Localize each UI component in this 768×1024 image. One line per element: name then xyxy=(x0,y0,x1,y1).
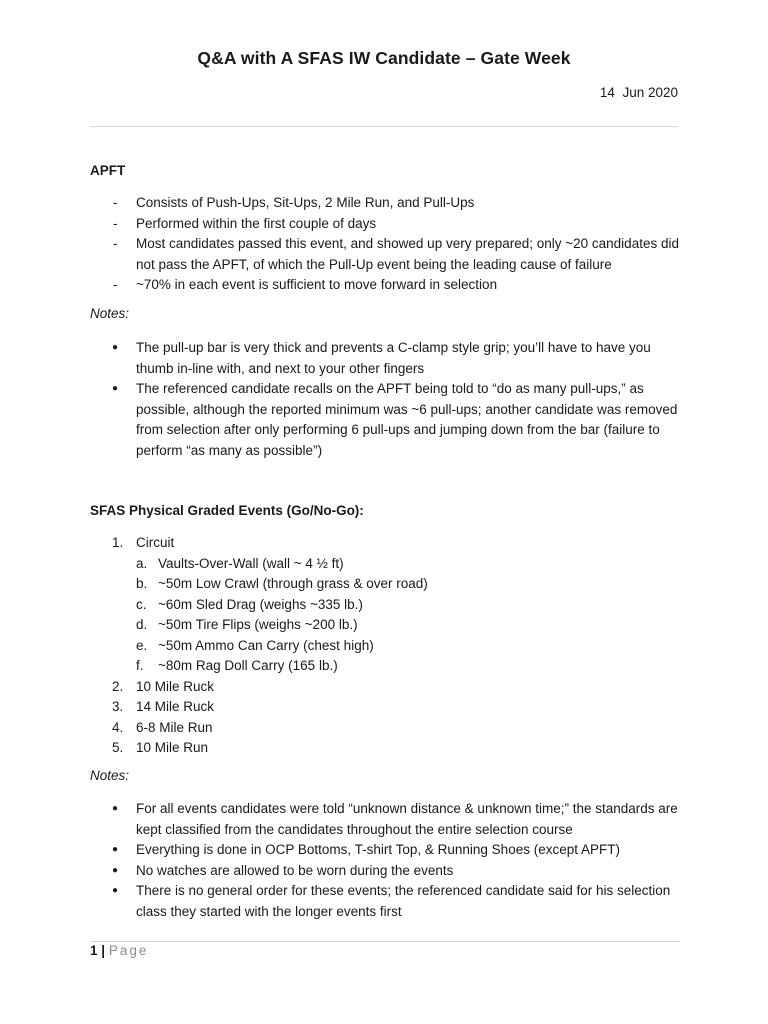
list-item: a. Vaults-Over-Wall (wall ~ 4 ½ ft) xyxy=(136,554,680,575)
page-number: 1 xyxy=(90,943,98,958)
list-item: - ~70% in each event is sufficient to move forward in selection xyxy=(90,275,680,296)
sfas-notes-label: Notes: xyxy=(90,768,130,783)
apft-notes-label: Notes: xyxy=(90,306,130,321)
list-item: - Consists of Push-Ups, Sit-Ups, 2 Mile Run, and Pull-Ups xyxy=(90,193,680,214)
page-footer xyxy=(90,943,148,958)
item-number: 3. xyxy=(112,699,124,714)
apft-list xyxy=(90,193,680,296)
bullet-icon: ● xyxy=(112,844,119,855)
sfas-events-list xyxy=(90,533,680,759)
item-letter: b. xyxy=(136,576,148,591)
list-item: - Most candidates passed this event, and showed up very prepared; only ~20 candidates did not pass the APFT, of which the Pull-Up event being the leading cause of failure xyxy=(113,236,679,272)
item-letter: f. xyxy=(136,658,144,673)
list-item: d. ~50m Tire Flips (weighs ~200 lb.) xyxy=(136,615,680,636)
list-item: 5. 10 Mile Run xyxy=(90,738,680,759)
list-item: 2. 10 Mile Ruck xyxy=(90,677,680,698)
item-number: 5. xyxy=(112,740,124,755)
list-item: ● No watches are allowed to be worn during the events xyxy=(90,861,680,882)
footer-separator: | xyxy=(101,943,106,958)
list-item: ● The referenced candidate recalls on the APFT being told to “do as many pull-ups,” as possible, although the reported minimum was ~6 pull-ups; another candidate was removed from selection after only performing 6 pull-ups and jumping down from the bar (failure to perform “as many as possible”) xyxy=(112,381,678,458)
list-item: ● There is no general order for these events; the referenced candidate said for his selection class they started with the longer events first xyxy=(112,883,671,919)
header-divider xyxy=(90,126,678,127)
bullet-icon: ● xyxy=(112,803,119,814)
page-label: Page xyxy=(108,943,149,958)
bullet-icon: ● xyxy=(112,885,119,896)
list-item: e. ~50m Ammo Can Carry (chest high) xyxy=(136,636,680,657)
list-item: ● For all events candidates were told “unknown distance & unknown time;” the standards are kept classified from the candidates throughout the entire selection course xyxy=(112,801,678,837)
circuit-sublist xyxy=(136,554,680,677)
bullet-icon: ● xyxy=(112,864,119,876)
item-letter: c. xyxy=(136,596,147,612)
list-item: - Performed within the first couple of days xyxy=(90,214,680,235)
item-letter: d. xyxy=(136,617,148,632)
bullet-icon: ● xyxy=(112,383,119,394)
document-date: 14 Jun 2020 xyxy=(599,85,678,100)
item-number: 4. xyxy=(112,719,124,735)
sfas-notes-list xyxy=(90,799,680,922)
dash-marker: - xyxy=(113,236,118,251)
list-item: 3. 14 Mile Ruck xyxy=(90,697,680,718)
list-item: ● Everything is done in OCP Bottoms, T-shirt Top, & Running Shoes (except APFT) xyxy=(90,840,680,861)
dash-marker: - xyxy=(113,215,118,231)
item-number: 2. xyxy=(112,678,124,694)
list-item: c. ~60m Sled Drag (weighs ~335 lb.) xyxy=(136,595,680,616)
apft-heading: APFT xyxy=(90,163,126,178)
sfas-heading: SFAS Physical Graded Events (Go/No-Go): xyxy=(90,503,364,518)
document-title: Q&A with A SFAS IW Candidate – Gate Week xyxy=(197,48,571,68)
dash-marker: - xyxy=(113,277,118,292)
list-item: f. ~80m Rag Doll Carry (165 lb.) xyxy=(136,656,680,677)
list-item: 4. 6-8 Mile Run xyxy=(90,718,680,739)
item-number: 1. xyxy=(112,535,124,550)
apft-notes-list xyxy=(90,338,680,461)
list-item: ● The pull-up bar is very thick and prevents a C-clamp style grip; you’ll have to have you thumb in-line with, and next to your other fingers xyxy=(112,340,651,376)
list-item: 1. Circuit a. Vaults-Over-Wall (wall ~ 4 ½ ft) b. ~50m Low Crawl (through grass & over road) c. ~60m Sled Drag (weighs ~335 lb.) d. ~50m Tire Flips (weighs ~200 lb.) e. ~50m Ammo Can Carry (chest high) f. ~80m Rag Doll Carry (165 lb.) xyxy=(90,533,680,677)
item-letter: e. xyxy=(136,637,148,653)
item-letter: a. xyxy=(136,555,148,571)
dash-marker: - xyxy=(113,195,118,210)
footer-divider xyxy=(90,941,680,942)
bullet-icon: ● xyxy=(112,342,119,353)
list-item: b. ~50m Low Crawl (through grass & over road) xyxy=(136,574,680,595)
